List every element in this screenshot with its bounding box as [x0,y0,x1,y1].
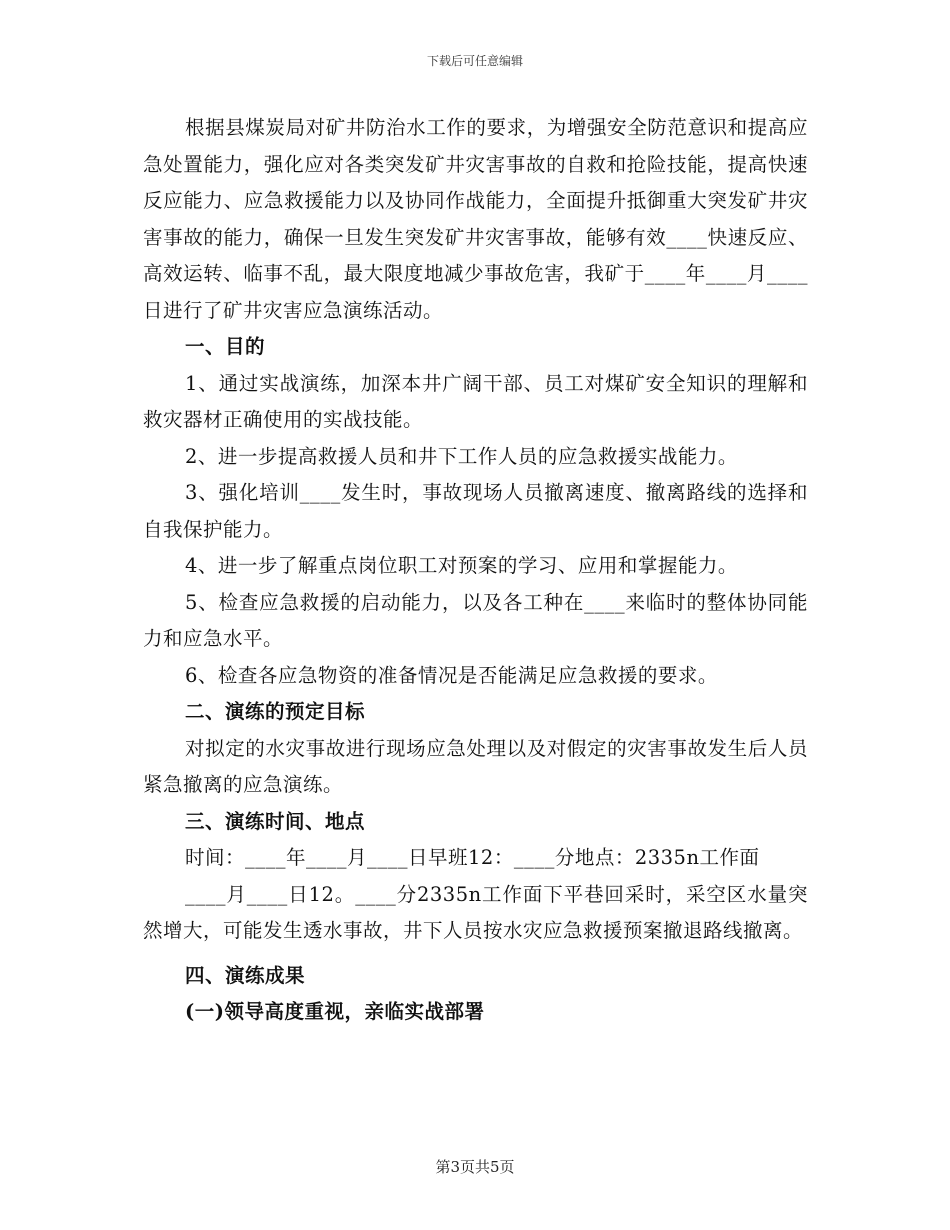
purpose-item-4: 4、进一步了解重点岗位职工对预案的学习、应用和掌握能力。 [185,554,738,577]
section-heading-results: 四、演练成果 [185,963,306,987]
page-number: 第3页共5页 [435,1158,515,1176]
purpose-item-6: 6、检查各应急物资的准备情况是否能满足应急救援的要求。 [185,663,718,687]
section-heading-purpose: 一、目的 [185,335,266,358]
goals-paragraph: 对拟定的水灾事故进行现场应急处理以及对假定的灾害事故发生后人员紧急撤离的应急演练。 [143,736,808,796]
document-body [143,110,808,1031]
intro-paragraph: 根据县煤炭局对矿井防治水工作的要求，为增强安全防范意识和提高应急处置能力，强化应对各类突发矿井灾害事故的自救和抢险技能，提高快速反应能力、应急救援能力以及协同作战能力，全面提升抵御重大突发矿井灾害事故的能力，确保一旦发生突发矿井灾害事故，能够有效____快速反应、高效运转、临事不乱，最大限度地减少事故危害，我矿于____年____月____日进行了矿井灾害应急演练活动。 [143,116,808,322]
purpose-item-5: 5、检查应急救援的启动能力，以及各工种在____来临时的整体协同能力和应急水平。 [143,590,808,650]
subsection-heading-leadership: (一)领导高度重视，亲临实战部署 [185,1000,485,1023]
purpose-item-2: 2、进一步提高救援人员和井下工作人员的应急救援实战能力。 [185,444,738,468]
section-heading-goals: 二、演练的预定目标 [185,700,366,723]
purpose-item-1: 1、通过实战演练，加深本井广阔干部、员工对煤矿安全知识的理解和救灾器材正确使用的实战技能。 [143,371,808,431]
section-heading-time-place: 三、演练时间、地点 [185,809,366,833]
purpose-item-3: 3、强化培训____发生时，事故现场人员撤离速度、撤离路线的选择和自我保护能力。 [143,481,808,541]
spacer [143,950,808,958]
time-place-line: 时间：____年____月____日早班12：____分地点：2335n工作面 [185,846,760,869]
page-header-note: 下载后可任意编辑 [426,54,523,68]
scenario-paragraph: ____月____日12。____分2335n工作面下平巷回采时，采空区水量突然增大，可能发生透水事故，井下人员按水灾应急救援预案撤退路线撤离。 [143,882,808,942]
